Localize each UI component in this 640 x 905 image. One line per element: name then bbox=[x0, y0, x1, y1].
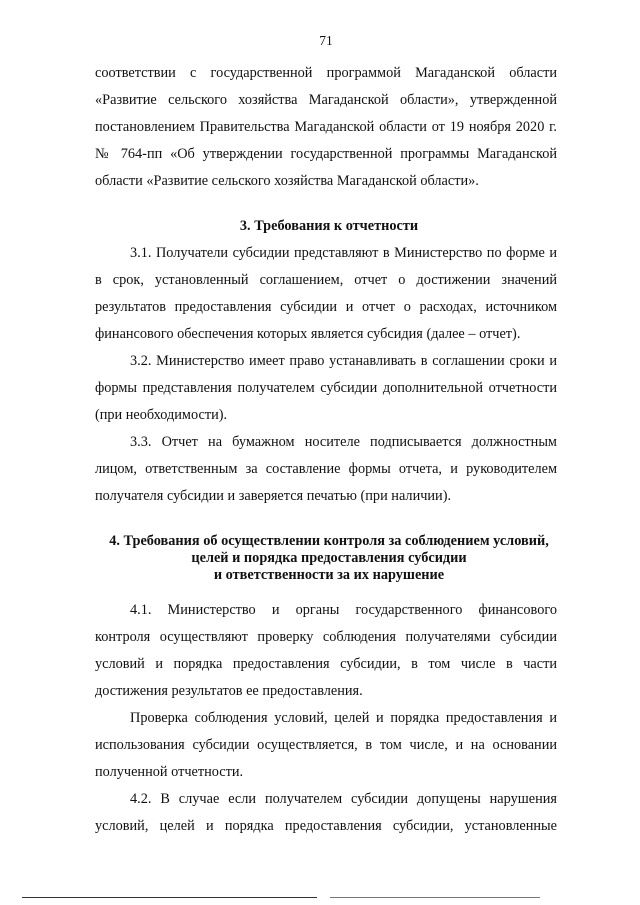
text-line: финансового обеспечения которых является субсидия (далее – отчет). bbox=[95, 326, 521, 342]
text-line: 3.1. Получатели субсидии представляют в Министерство по форме и bbox=[130, 245, 557, 261]
text-line: полученной отчетности. bbox=[95, 764, 244, 780]
text-line: «Развитие сельского хозяйства Магаданской области», утвержденной bbox=[95, 92, 557, 108]
section-4-heading: и ответственности за их нарушение bbox=[213, 567, 445, 583]
text-line: области «Развитие сельского хозяйства Магаданской области». bbox=[95, 173, 479, 189]
text-line: условий и порядка предоставления субсидии, в том числе в части bbox=[95, 656, 557, 672]
text-line: № 764-пп «Об утверждении государственной программы Магаданской bbox=[95, 146, 557, 162]
text-line: 4.1. Министерство и органы государственного финансового bbox=[130, 602, 557, 618]
text-line: получателя субсидии и заверяется печатью (при наличии). bbox=[95, 488, 452, 504]
page-number: 71 bbox=[319, 33, 333, 48]
section-4-heading: 4. Требования об осуществлении контроля за соблюдением условий, bbox=[109, 533, 549, 549]
text-line: 3.2. Министерство имеет право устанавливать в соглашении сроки и bbox=[130, 353, 557, 369]
text-line: условий, целей и порядка предоставления субсидии, установленные bbox=[95, 818, 557, 834]
section-3-heading: 3. Требования к отчетности bbox=[239, 218, 419, 234]
text-line: Проверка соблюдения условий, целей и порядка предоставления и bbox=[130, 710, 557, 726]
text-line: 3.3. Отчет на бумажном носителе подписывается должностным bbox=[130, 434, 557, 450]
text-line: соответствии с государственной программой Магаданской области bbox=[95, 65, 557, 81]
text-line: в срок, установленный соглашением, отчет о достижении значений bbox=[95, 272, 557, 288]
text-line: (при необходимости). bbox=[95, 407, 228, 423]
bottom-scan-edge bbox=[330, 897, 540, 898]
text-line: формы представления получателем субсидии дополнительной отчетности bbox=[95, 380, 557, 396]
text-line: лицом, ответственным за составление формы отчета, и руководителем bbox=[95, 461, 557, 477]
text-line: достижения результатов ее предоставления. bbox=[95, 683, 363, 699]
text-line: результатов предоставления субсидии и отчет о расходах, источником bbox=[95, 299, 557, 315]
text-line: контроля осуществляют проверку соблюдения получателями субсидии bbox=[95, 629, 557, 645]
text-line: постановлением Правительства Магаданской области от 19 ноября 2020 г. bbox=[95, 119, 557, 135]
text-line: 4.2. В случае если получателем субсидии допущены нарушения bbox=[130, 791, 557, 807]
bottom-scan-edge bbox=[22, 897, 317, 898]
section-4-heading: целей и порядка предоставления субсидии bbox=[191, 550, 467, 566]
text-line: использования субсидии осуществляется, в том числе, и на основании bbox=[95, 737, 557, 753]
